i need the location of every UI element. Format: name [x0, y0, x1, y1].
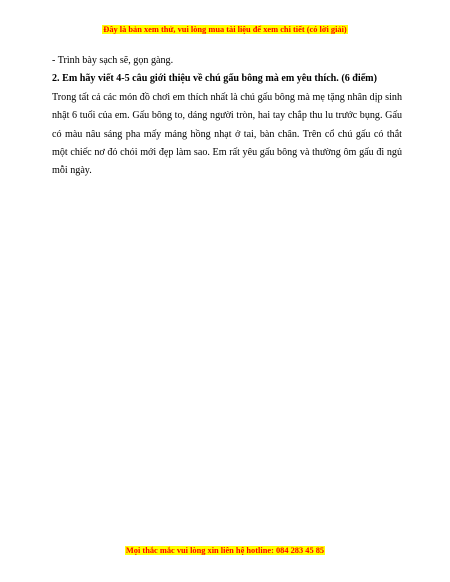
contact-notice-banner: [0, 545, 450, 556]
question-heading: 2. Em hãy viết 4-5 câu giới thiệu về chú gấu bông mà em yêu thích. (6 điểm): [52, 73, 377, 85]
preview-notice-text: Đây là bản xem thử, vui lòng mua tài liệu để xem chi tiết (có lời giải): [103, 25, 347, 34]
contact-notice-text: Mọi thắc mắc vui lòng xin liên hệ hotline: 084 283 45 85: [125, 546, 325, 555]
answer-paragraph: Trong tất cả các món đồ chơi em thích nhất là chú gấu bông mà mẹ tặng nhân dịp sinh nhật 6 tuổi của em. Gấu bông to, dáng người tròn, hai tay chắp thu lu trước bụng. Gấu có màu nâu sáng pha mấy mảng hồng nhạt ở tai, bàn chân. Trên cổ chú gấu có thắt một chiếc nơ đỏ chói mới đẹp làm sao. Em rất yêu gấu bông và thường ôm gấu đi ngủ mỗi ngày.: [52, 91, 402, 177]
preview-notice-banner: [0, 24, 450, 35]
grading-criterion: - Trình bày sạch sẽ, gọn gàng.: [52, 55, 174, 66]
document-body: [52, 52, 402, 181]
